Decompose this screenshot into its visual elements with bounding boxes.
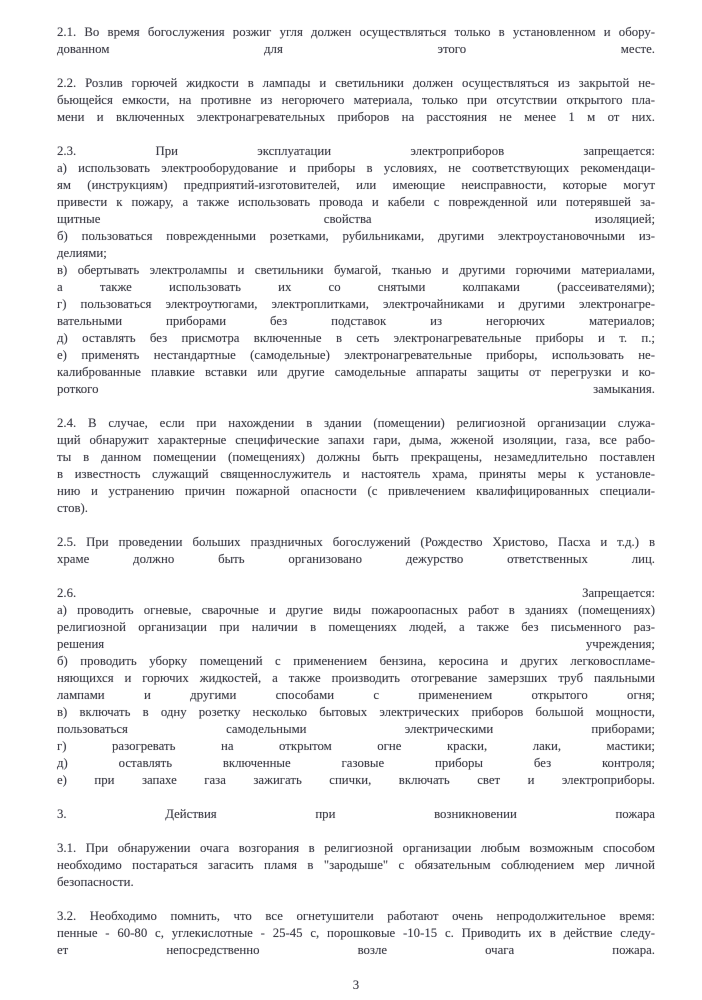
text-line: г) разогревать на открытом огне краски, лаки, мастики; — [57, 739, 655, 753]
text-line: роткого замыкания. — [57, 382, 655, 396]
text-line: 2.5. При проведении больших праздничных богослужений (Рождество Христово, Пасха и т.д.) в — [57, 535, 655, 549]
text-line: безопасности. — [57, 875, 134, 889]
text-line: религиозной организации при наличии в помещениях людей, а также без письменного раз- — [57, 620, 655, 634]
text-line: необходимо постараться загасить пламя в "зародыше" с обязательным соблюдением мер личной — [57, 858, 655, 872]
text-line: стов). — [57, 501, 89, 515]
text-line: пользоваться самодельными электрическими приборами; — [57, 722, 655, 736]
text-line: а) использовать электрооборудование и приборы в условиях, не соответствующих рекомендаци- — [57, 161, 655, 175]
document-body — [57, 24, 655, 994]
text-line: 2.2. Розлив горючей жидкости в лампады и светильники должен осуществляться из закрытой не- — [57, 76, 655, 90]
text-line: е) при запахе газа зажигать спички, включать свет и электроприборы. — [57, 773, 655, 787]
section-2-4 — [57, 415, 655, 517]
text-line: храме должно быть организовано дежурство ответственных лиц. — [57, 552, 655, 566]
text-line: вательными приборами без подставок из негорючих материалов; — [57, 314, 655, 328]
text-line: калиброванные плавкие вставки или другие самодельные аппараты защиты от перегрузки и ко- — [57, 365, 655, 379]
section-2-2 — [57, 75, 655, 126]
section-3-2 — [57, 908, 655, 959]
text-line: делиями; — [57, 246, 107, 260]
text-line: б) пользоваться поврежденными розетками, рубильниками, другими электроустановочными из- — [57, 229, 655, 243]
text-line: 3.1. При обнаружении очага возгорания в религиозной организации любым возможным способом — [57, 841, 655, 855]
text-line: нию и устранению причин пожарной опасности (с привлечением квалифицированных специали- — [57, 484, 655, 498]
section-3-heading — [57, 806, 655, 823]
text-line: ям (инструкциям) предприятий-изготовителей, или имеющие неисправности, которые могут — [57, 178, 655, 192]
text-line: 2.3. При эксплуатации электроприборов запрещается: — [57, 144, 655, 158]
text-line: дованном для этого месте. — [57, 42, 655, 56]
text-line: 3.2. Необходимо помнить, что все огнетушители работают очень непродолжительное время: — [57, 909, 655, 923]
text-line: щий обнаружит характерные специфические запахи гари, дыма, жженой изоляции, газа, все рабо- — [57, 433, 655, 447]
section-2-5 — [57, 534, 655, 568]
text-line: ет непосредственно возле очага пожара. — [57, 943, 655, 957]
text-line: в) включать в одну розетку несколько бытовых электрических приборов большой мощности, — [57, 705, 655, 719]
text-line: е) применять нестандартные (самодельные) электронагревательные приборы, использовать не- — [57, 348, 655, 362]
text-line: 2.1. Во время богослужения розжиг угля должен осуществляться только в установленном и обору- — [57, 25, 655, 39]
text-line: д) оставлять включенные газовые приборы без контроля; — [57, 756, 655, 770]
text-line: 3. Действия при возникновении пожара — [57, 807, 655, 821]
text-line: в известность служащий священнослужитель и настоятель храма, приняты меры к установле- — [57, 467, 655, 481]
section-2-1 — [57, 24, 655, 58]
text-line: г) пользоваться электроутюгами, электроплитками, электрочайниками и другими электронагре- — [57, 297, 655, 311]
text-line: лампами и другими способами с применением открытого огня; — [57, 688, 655, 702]
section-3-1 — [57, 840, 655, 891]
text-line: д) оставлять без присмотра включенные в сеть электронагревательные приборы и т. п.; — [57, 331, 655, 345]
text-line: 2.6. Запрещается: — [57, 586, 655, 600]
section-2-3 — [57, 143, 655, 398]
text-line: а также использовать их со снятыми колпаками (рассеивателями); — [57, 280, 655, 294]
text-line: а) проводить огневые, сварочные и другие виды пожароопасных работ в зданиях (помещениях) — [57, 603, 655, 617]
text-line: б) проводить уборку помещений с применением бензина, керосина и других легковоспламе- — [57, 654, 655, 668]
text-line: ты в данном помещении (помещениях) должны быть прекращены, незамедлительно поставлен — [57, 450, 655, 464]
text-line: няющихся и горючих жидкостей, а также производить отогревание замерзших труб паяльными — [57, 671, 655, 685]
text-line: щитные свойства изоляцией; — [57, 212, 655, 226]
page-number: 3 — [352, 978, 360, 992]
text-line: бьющейся емкости, на противне из негорючего материала, только при отсутствии открытого пла- — [57, 93, 655, 107]
text-line: мени и включенных электронагревательных приборов на расстояния не менее 1 м от них. — [57, 110, 655, 124]
text-line: в) обертывать электролампы и светильники бумагой, тканью и другими горючими материалами, — [57, 263, 655, 277]
text-line: пенные - 60-80 с, углекислотные - 25-45 с, порошковые -10-15 с. Приводить их в действие следу- — [57, 926, 655, 940]
text-line: решения учреждения; — [57, 637, 655, 651]
text-line: 2.4. В случае, если при нахождении в здании (помещении) религиозной организации служа- — [57, 416, 655, 430]
text-line: привести к пожару, а также использовать провода и кабели с поврежденной или потерявшей за- — [57, 195, 655, 209]
section-2-6 — [57, 585, 655, 789]
